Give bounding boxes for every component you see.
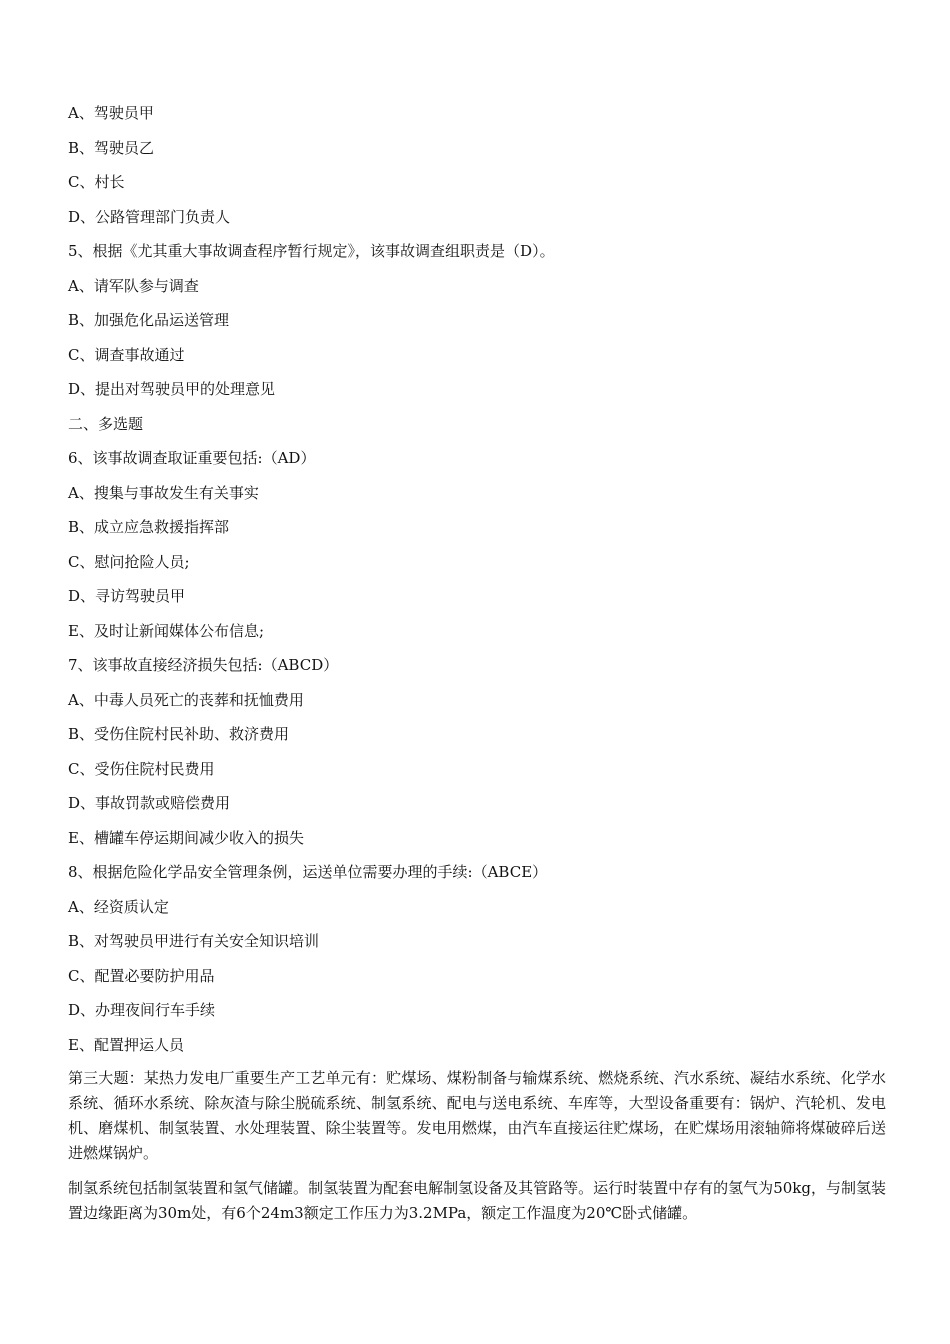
option-line: D、办理夜间行车手续 [68, 1001, 216, 1019]
option-line: A、搜集与事故发生有关事实 [68, 484, 259, 502]
question-line: 6、该事故调查取证重要包括:（AD） [68, 449, 316, 467]
option-line: E、及时让新闻媒体公布信息; [68, 622, 265, 640]
option-line: B、驾驶员乙 [68, 139, 155, 157]
option-line: C、受伤住院村民费用 [68, 760, 215, 778]
option-line: D、寻访驾驶员甲 [68, 587, 186, 605]
option-line: A、请军队参与调查 [68, 277, 199, 295]
option-line: E、槽罐车停运期间减少收入的损失 [68, 829, 304, 847]
question-line: 7、该事故直接经济损失包括:（ABCD） [68, 656, 339, 674]
option-line: D、公路管理部门负责人 [68, 208, 231, 226]
case-paragraph: 第三大题：某热力发电厂重要生产工艺单元有：贮煤场、煤粉制备与输煤系统、燃烧系统、汽水系统、凝结水系统、化学水系统、循环水系统、除灰渣与除尘脱硫系统、制氢系统、配电与送电系统、车库等，大型设备重要有：锅炉、汽轮机、发电机、磨煤机、制氢装置、水处理装置、除尘装置等。发电用燃煤，由汽车直接运往贮煤场，在贮煤场用滚轴筛将煤破碎后送进燃煤锅炉。 [68, 1069, 886, 1162]
option-line: D、提出对驾驶员甲的处理意见 [68, 380, 276, 398]
option-line: E、配置押运人员 [68, 1036, 184, 1054]
option-line: A、经资质认定 [68, 898, 169, 916]
option-line: A、驾驶员甲 [68, 104, 154, 122]
case-paragraph: 制氢系统包括制氢装置和氢气储罐。制氢装置为配套电解制氢设备及其管路等。运行时装置中存有的氢气为50kg，与制氢装置边缘距离为30m处，有6个24m3额定工作压力为3.2MPa，额定工作温度为20℃卧式储罐。 [68, 1179, 886, 1222]
option-line: C、慰问抢险人员; [68, 553, 190, 571]
option-line: C、配置必要防护用品 [68, 967, 215, 985]
option-line: B、成立应急救援指挥部 [68, 518, 230, 536]
option-line: B、对驾驶员甲进行有关安全知识培训 [68, 932, 320, 950]
option-line: B、受伤住院村民补助、救济费用 [68, 725, 290, 743]
option-line: B、加强危化品运送管理 [68, 311, 230, 329]
option-line: A、中毒人员死亡的丧葬和抚恤费用 [68, 691, 304, 709]
option-line: C、村长 [68, 173, 125, 191]
option-line: D、事故罚款或赔偿费用 [68, 794, 231, 812]
option-line: C、调查事故通过 [68, 346, 185, 364]
question-line: 8、根据危险化学品安全管理条例，运送单位需要办理的手续:（ABCE） [68, 863, 548, 881]
section-heading: 二、多选题 [68, 415, 144, 433]
question-line: 5、根据《尤其重大事故调查程序暂行规定》，该事故调查组职责是（D）。 [68, 242, 555, 260]
